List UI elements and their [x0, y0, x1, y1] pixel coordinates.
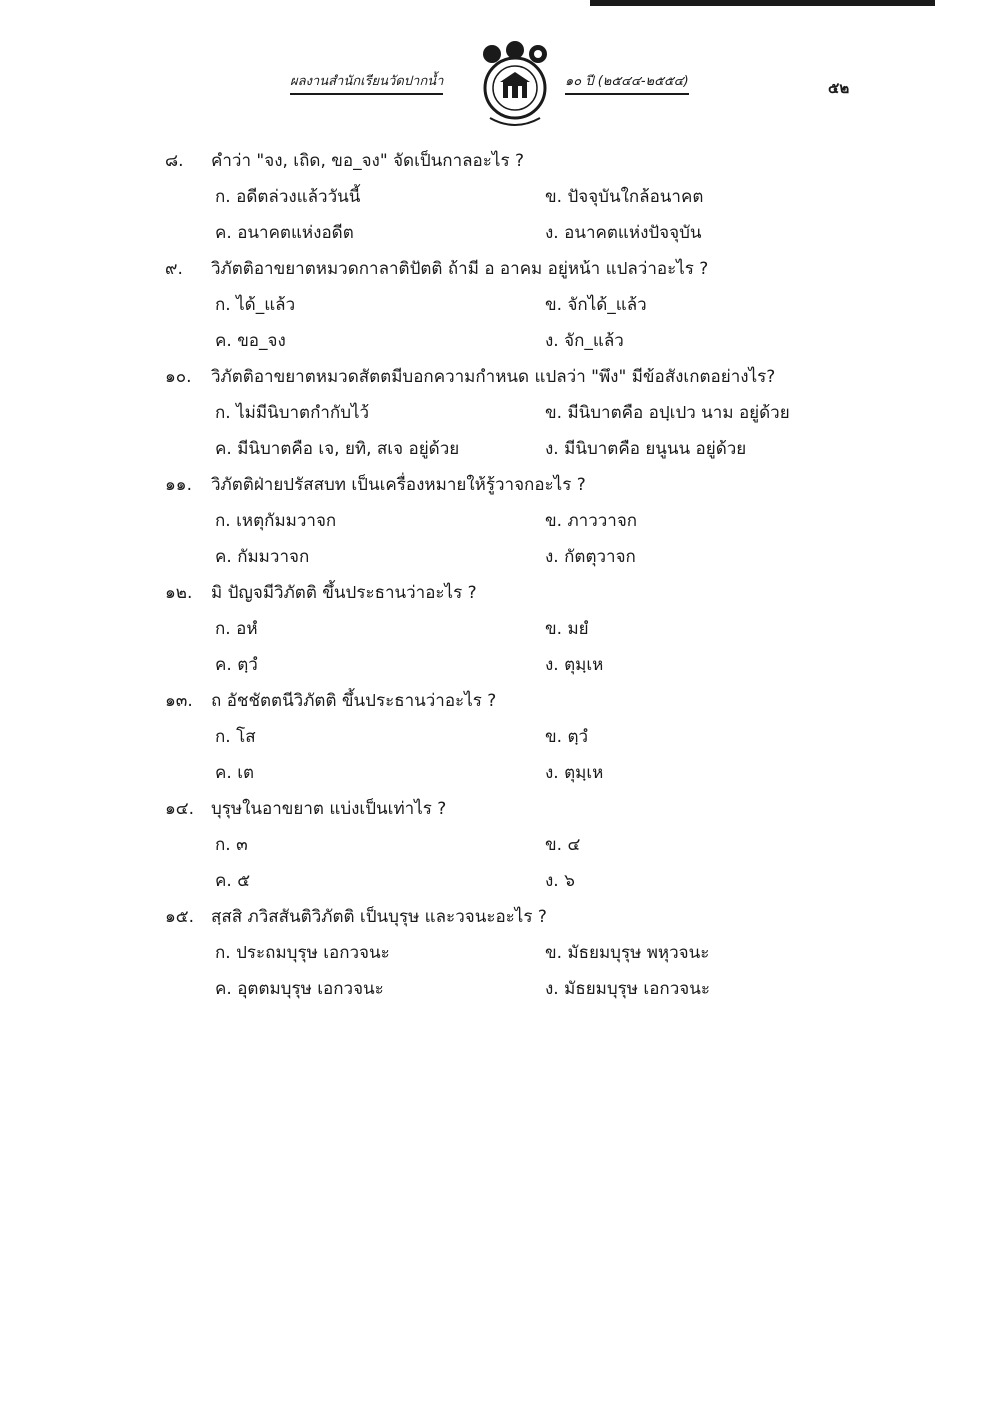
question-text: วิภัตติอาขยาตหมวดกาลาติปัตติ ถ้ามี อ อาคม อยู่หน้า แปลว่าอะไร ?	[211, 258, 709, 279]
option-text: เต	[237, 762, 255, 783]
option-label: ง.	[545, 222, 559, 243]
option-label: ค.	[215, 654, 232, 675]
option-text: ๖	[564, 870, 575, 891]
option-label: ง.	[545, 978, 559, 999]
option-label: ก.	[215, 186, 231, 207]
question-list	[165, 143, 885, 1007]
question-number: ๘.	[165, 150, 184, 171]
option-label: ค.	[215, 438, 232, 459]
option-text: มยํ	[567, 618, 589, 639]
header-right-text: ๑๐ ปี (๒๕๔๔-๒๕๕๔)	[565, 70, 689, 95]
option-label: ง.	[545, 870, 559, 891]
question-item	[165, 575, 885, 683]
option-label: ข.	[545, 942, 563, 963]
option-text: มีนิบาตคือ อปฺเปว นาม อยู่ด้วย	[567, 402, 790, 423]
option-label: ก.	[215, 510, 231, 531]
option-text: ตุมฺเห	[564, 762, 604, 783]
option-label: ง.	[545, 762, 559, 783]
option-text: อุตตมบุรุษ เอกวจนะ	[237, 978, 384, 999]
option-label: ค.	[215, 762, 232, 783]
school-emblem-icon	[470, 40, 560, 130]
question-item	[165, 251, 885, 359]
option-label: ก.	[215, 942, 231, 963]
option-text: เหตุกัมมวาจก	[236, 510, 337, 531]
option-label: ข.	[545, 834, 563, 855]
question-number: ๑๕.	[165, 906, 195, 927]
option-label: ข.	[545, 402, 563, 423]
option-label: ค.	[215, 546, 232, 567]
option-text: มีนิบาตคือ ยนูนน อยู่ด้วย	[564, 438, 747, 459]
option-label: ก.	[215, 834, 231, 855]
option-text: อหํ	[236, 618, 258, 639]
option-text: อดีตล่วงแล้ววันนี้	[236, 186, 361, 207]
question-number: ๑๑.	[165, 474, 192, 495]
option-text: อนาคตแห่งปัจจุบัน	[564, 222, 702, 243]
option-label: ค.	[215, 222, 232, 243]
option-text: กัตตุวาจก	[564, 546, 636, 567]
question-text: ถ อัชชัตตนีวิภัตติ ขึ้นประธานว่าอะไร ?	[211, 690, 497, 711]
option-text: ปัจจุบันใกล้อนาคต	[567, 186, 704, 207]
page-header	[280, 40, 870, 130]
option-label: ง.	[545, 546, 559, 567]
question-number: ๑๒.	[165, 582, 193, 603]
option-label: ง.	[545, 654, 559, 675]
option-text: จักได้_แล้ว	[567, 294, 647, 315]
option-label: ง.	[545, 330, 559, 351]
question-item	[165, 143, 885, 251]
option-label: ข.	[545, 186, 563, 207]
option-label: ค.	[215, 330, 232, 351]
option-text: ไม่มีนิบาตกำกับไว้	[236, 402, 370, 423]
question-item	[165, 683, 885, 791]
question-number: ๑๐.	[165, 366, 192, 387]
option-text: ๕	[237, 870, 251, 891]
question-text: มิ ปัญจมีวิภัตติ ขึ้นประธานว่าอะไร ?	[211, 582, 477, 603]
option-text: ภาววาจก	[567, 510, 638, 531]
option-label: ค.	[215, 978, 232, 999]
option-text: โส	[236, 726, 256, 747]
question-text: วิภัตติฝ่ายปรัสสบท เป็นเครื่องหมายให้รู้วาจกอะไร ?	[211, 474, 586, 495]
question-item	[165, 467, 885, 575]
option-label: ค.	[215, 870, 232, 891]
option-text: ๔	[567, 834, 581, 855]
question-number: ๙.	[165, 258, 183, 279]
question-item	[165, 791, 885, 899]
option-text: ตฺวํ	[237, 654, 258, 675]
option-text: ๓	[236, 834, 248, 855]
question-number: ๑๔.	[165, 798, 195, 819]
option-text: มัธยมบุรุษ เอกวจนะ	[564, 978, 710, 999]
option-label: ก.	[215, 294, 231, 315]
option-text: มีนิบาตคือ เจ, ยทิ, สเจ อยู่ด้วย	[237, 438, 460, 459]
option-text: อนาคตแห่งอดีต	[237, 222, 354, 243]
option-label: ข.	[545, 510, 563, 531]
option-label: ง.	[545, 438, 559, 459]
option-text: จัก_แล้ว	[564, 330, 624, 351]
question-text: บุรุษในอาขยาต แบ่งเป็นเท่าไร ?	[211, 798, 447, 819]
option-text: มัธยมบุรุษ พหุวจนะ	[567, 942, 710, 963]
question-text: คำว่า "จง, เถิด, ขอ_จง" จัดเป็นกาลอะไร ?	[211, 150, 524, 171]
question-item	[165, 359, 885, 467]
question-item	[165, 899, 885, 1007]
option-text: ได้_แล้ว	[236, 294, 296, 315]
option-label: ข.	[545, 618, 563, 639]
option-text: กัมมวาจก	[237, 546, 310, 567]
option-text: ประถมบุรุษ เอกวจนะ	[236, 942, 390, 963]
question-number: ๑๓.	[165, 690, 193, 711]
option-label: ข.	[545, 726, 563, 747]
scan-edge-bar	[590, 0, 935, 6]
option-text: ขอ_จง	[237, 330, 286, 351]
option-label: ก.	[215, 402, 231, 423]
question-text: วิภัตติอาขยาตหมวดสัตตมีบอกความกำหนด แปลว่า "พึง" มีข้อสังเกตอย่างไร?	[211, 366, 776, 387]
page-number: ๕๒	[828, 79, 850, 97]
question-text: สฺสสิ ภวิสสันติวิภัตติ เป็นบุรุษ และวจนะอะไร ?	[211, 906, 547, 927]
option-text: ตุมฺเห	[564, 654, 604, 675]
option-label: ก.	[215, 726, 231, 747]
option-text: ตฺวํ	[567, 726, 589, 747]
option-label: ก.	[215, 618, 231, 639]
header-left-text: ผลงานสำนักเรียนวัดปากน้ำ	[290, 70, 443, 95]
option-label: ข.	[545, 294, 563, 315]
